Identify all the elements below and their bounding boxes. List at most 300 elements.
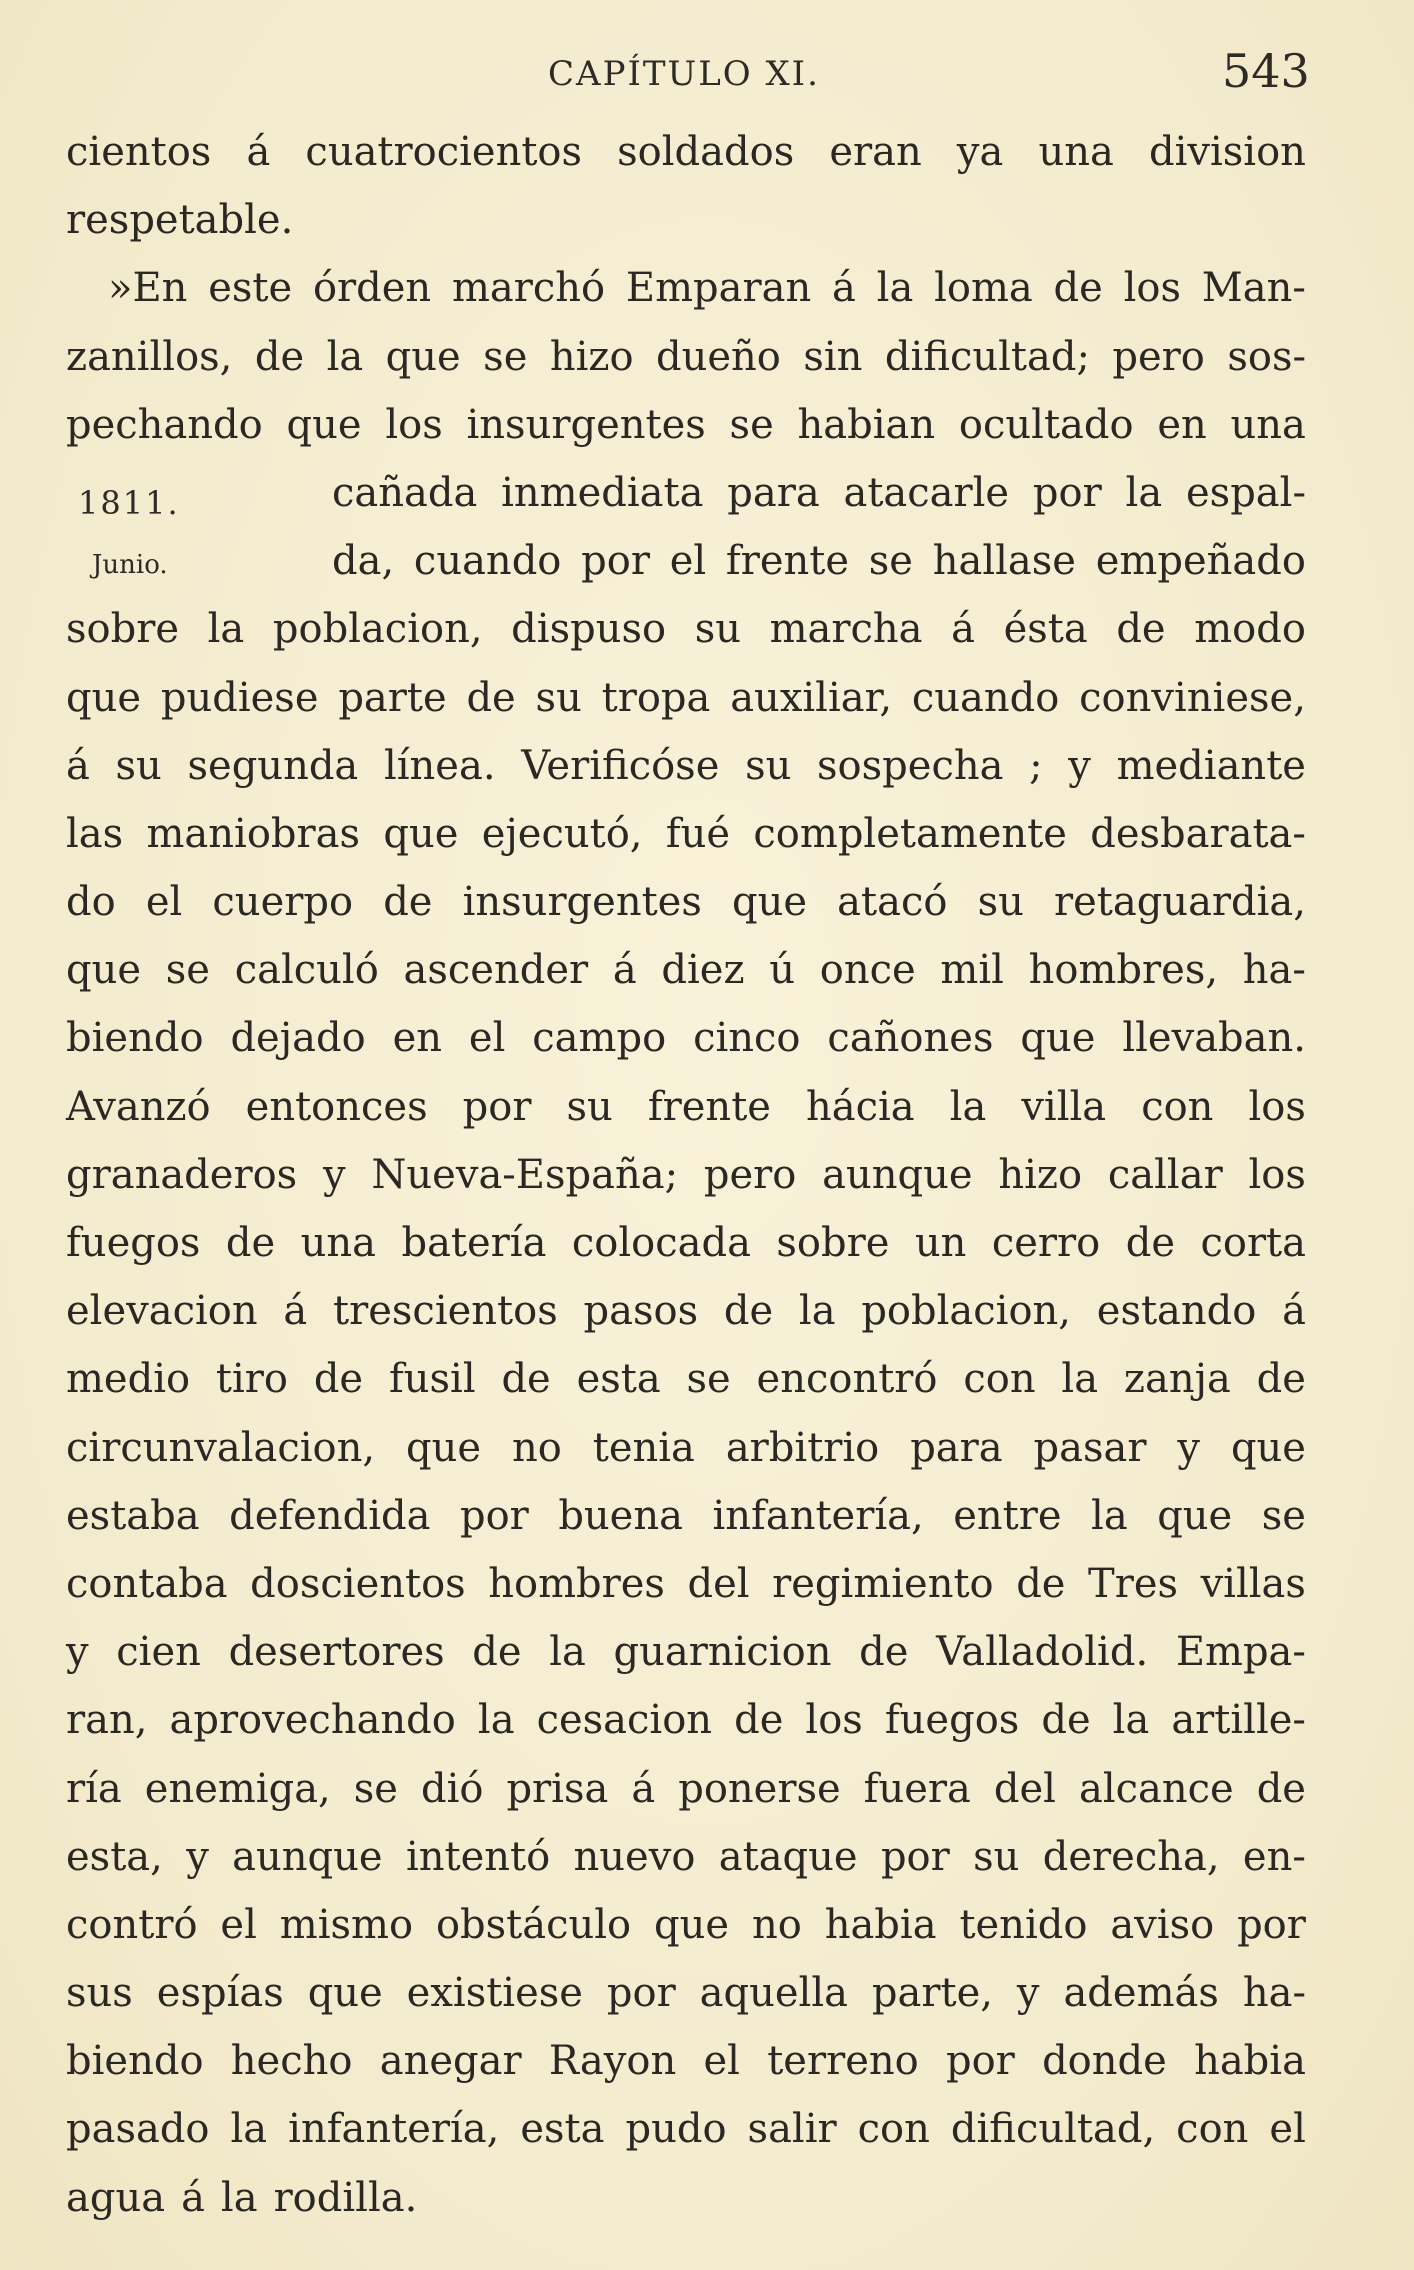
text-line bbox=[66, 323, 1306, 391]
word: el bbox=[145, 879, 183, 926]
text-line bbox=[66, 1073, 1306, 1141]
word: da, bbox=[332, 538, 395, 585]
word: pero bbox=[1112, 333, 1205, 380]
text-line bbox=[66, 868, 1306, 936]
word: retaguardia, bbox=[1053, 879, 1306, 926]
word: el bbox=[468, 1015, 506, 1062]
word: que bbox=[66, 947, 142, 994]
word: la bbox=[1125, 469, 1163, 516]
word: pero bbox=[703, 1151, 797, 1198]
word: de bbox=[1256, 1356, 1306, 1403]
word: Man- bbox=[1201, 265, 1306, 312]
word: do bbox=[66, 879, 116, 926]
text-line bbox=[66, 1891, 1306, 1959]
word: ú bbox=[769, 947, 796, 994]
text-line bbox=[66, 118, 1306, 186]
word: su bbox=[745, 742, 792, 789]
word: medio bbox=[66, 1356, 191, 1403]
word: por bbox=[945, 2038, 1015, 2085]
word: alcance bbox=[1078, 1765, 1234, 1812]
word: Empa- bbox=[1175, 1629, 1306, 1676]
word: buena bbox=[558, 1492, 683, 1539]
word: que bbox=[307, 1970, 383, 2017]
word: infantería, bbox=[288, 2106, 500, 2153]
word: su bbox=[535, 674, 582, 721]
word: por bbox=[880, 1833, 950, 1880]
word: batería bbox=[401, 1220, 547, 1266]
word: aunque bbox=[822, 1151, 973, 1198]
word: que bbox=[732, 879, 808, 926]
word: dió bbox=[420, 1765, 484, 1812]
word: pudiese bbox=[160, 674, 319, 721]
word: se bbox=[686, 1356, 731, 1403]
text-line bbox=[66, 1141, 1306, 1209]
word: para bbox=[910, 1424, 1003, 1471]
word: hácia bbox=[805, 1083, 915, 1130]
word: con bbox=[857, 2106, 930, 2153]
word: tenido bbox=[959, 1901, 1088, 1948]
word: donde bbox=[1042, 2038, 1167, 2085]
word: en- bbox=[1242, 1833, 1306, 1880]
word: que bbox=[1157, 1492, 1233, 1539]
word: ha- bbox=[1242, 947, 1306, 994]
word: desertores bbox=[228, 1629, 445, 1676]
word: su bbox=[694, 606, 741, 653]
word: hombres, bbox=[1028, 947, 1219, 994]
word: fuegos bbox=[66, 1220, 201, 1266]
word: que bbox=[66, 674, 142, 721]
word: trescientos bbox=[333, 1288, 558, 1335]
word: á bbox=[66, 742, 90, 789]
word: no bbox=[511, 1424, 562, 1471]
word: atacarle bbox=[843, 469, 1010, 516]
word: sospecha bbox=[817, 742, 1004, 789]
word: la bbox=[477, 1697, 515, 1744]
word: nuevo bbox=[573, 1833, 696, 1880]
word: la bbox=[798, 1288, 836, 1335]
text-line bbox=[66, 800, 1306, 868]
word: cien bbox=[116, 1629, 201, 1676]
word: de bbox=[501, 1356, 551, 1403]
word: y bbox=[1016, 1970, 1040, 2017]
word: se bbox=[353, 1765, 398, 1812]
word: colocada bbox=[571, 1220, 751, 1266]
word: aquella bbox=[699, 1970, 848, 2017]
word: contaba bbox=[66, 1560, 228, 1607]
text-line bbox=[66, 2164, 1306, 2232]
word: mismo bbox=[279, 1901, 414, 1948]
word: espal- bbox=[1186, 469, 1306, 516]
word: de bbox=[1041, 1697, 1091, 1744]
word: Verificóse bbox=[521, 742, 720, 789]
text-line bbox=[66, 595, 1306, 663]
word: cerro bbox=[991, 1220, 1101, 1266]
word: sus bbox=[66, 1970, 133, 2017]
word: de bbox=[723, 1288, 774, 1335]
word: insurgentes bbox=[462, 879, 702, 926]
word: de bbox=[1125, 1220, 1175, 1266]
word: ejecutó, bbox=[481, 810, 643, 857]
word: calculó bbox=[234, 947, 379, 994]
word: regimiento bbox=[772, 1560, 994, 1607]
word: con bbox=[963, 1356, 1036, 1403]
word: de bbox=[1016, 1560, 1066, 1607]
word: la bbox=[326, 333, 364, 380]
word: y bbox=[323, 1151, 346, 1198]
word: y bbox=[1177, 1424, 1201, 1471]
word: que bbox=[1020, 1015, 1096, 1062]
word: frente bbox=[725, 538, 850, 585]
text-line bbox=[66, 1959, 1306, 2027]
word: poblacion, bbox=[861, 1288, 1071, 1335]
word: obstáculo bbox=[435, 1901, 632, 1948]
word: callar bbox=[1107, 1151, 1223, 1198]
text-line bbox=[66, 1550, 1306, 1618]
word: á bbox=[246, 129, 271, 175]
word: cientos bbox=[66, 129, 212, 175]
word: los bbox=[1248, 1151, 1306, 1198]
word: sobre bbox=[66, 606, 180, 653]
text-line bbox=[66, 2095, 1306, 2163]
word: granaderos bbox=[66, 1151, 298, 1198]
word: inmediata bbox=[501, 469, 704, 516]
word: cañones bbox=[827, 1015, 994, 1062]
word: pasar bbox=[1033, 1424, 1147, 1471]
word: llevaban. bbox=[1122, 1015, 1306, 1062]
word: se bbox=[868, 538, 913, 585]
word: atacó bbox=[837, 879, 948, 926]
word: del bbox=[993, 1765, 1056, 1812]
running-header bbox=[0, 42, 1414, 102]
word: con bbox=[1176, 2106, 1249, 2153]
word: fué bbox=[665, 810, 731, 857]
word: dejado bbox=[230, 1015, 366, 1062]
word: campo bbox=[532, 1015, 667, 1062]
word: que bbox=[286, 401, 362, 448]
word: línea. bbox=[383, 742, 496, 789]
word: sobre bbox=[776, 1220, 890, 1266]
page-number: 543 bbox=[1222, 44, 1310, 98]
word: auxiliar, bbox=[730, 674, 893, 721]
word: prisa bbox=[506, 1765, 609, 1812]
word: de bbox=[466, 674, 516, 721]
word: cuando bbox=[911, 674, 1060, 721]
word: modo bbox=[1194, 606, 1306, 653]
word: su bbox=[566, 1083, 613, 1130]
word: á bbox=[832, 265, 856, 312]
word: empeñado bbox=[1095, 538, 1306, 585]
word: los bbox=[385, 401, 443, 448]
word: no bbox=[751, 1901, 802, 1948]
word: la bbox=[230, 2106, 268, 2153]
word: doscientos bbox=[250, 1560, 466, 1607]
word: y bbox=[66, 1629, 89, 1676]
word: fuera bbox=[863, 1765, 971, 1812]
word: parte bbox=[338, 674, 447, 721]
word: cuando bbox=[413, 538, 562, 585]
word: marchó bbox=[451, 265, 606, 312]
word: intentó bbox=[405, 1833, 551, 1880]
word: la bbox=[549, 1629, 586, 1676]
word: dificultad; bbox=[884, 333, 1090, 380]
word: de bbox=[734, 1697, 784, 1744]
word: se bbox=[165, 947, 210, 994]
text-line bbox=[66, 664, 1306, 732]
word: á bbox=[1282, 1288, 1306, 1335]
word: cuatrocientos bbox=[305, 129, 583, 175]
word: la bbox=[949, 1083, 987, 1130]
word: completamente bbox=[753, 810, 1067, 857]
word: esta, bbox=[66, 1833, 163, 1880]
word: Valladolid. bbox=[936, 1629, 1149, 1676]
word: á bbox=[181, 2174, 205, 2221]
word: á bbox=[631, 1765, 656, 1812]
text-line bbox=[66, 1686, 1306, 1754]
word: zanillos, bbox=[66, 333, 233, 380]
word: biendo bbox=[66, 2038, 204, 2085]
text-line bbox=[66, 1345, 1306, 1413]
word: salir bbox=[747, 2106, 837, 2153]
chapter-title: CAPÍTULO XI. bbox=[548, 54, 820, 94]
word: entonces bbox=[245, 1083, 428, 1130]
text-line bbox=[66, 254, 1306, 322]
word: hizo bbox=[998, 1151, 1083, 1198]
word: una bbox=[1038, 129, 1114, 175]
word: segunda bbox=[187, 742, 359, 789]
word: diez bbox=[661, 947, 745, 994]
word: á bbox=[283, 1288, 308, 1335]
word: en bbox=[1157, 401, 1207, 448]
word: de bbox=[859, 1629, 909, 1676]
word: cesacion bbox=[536, 1697, 713, 1744]
word: estaba bbox=[66, 1492, 200, 1539]
word: infantería, bbox=[712, 1492, 924, 1539]
word: las bbox=[66, 810, 124, 857]
word: que bbox=[383, 810, 459, 857]
word: estando bbox=[1096, 1288, 1257, 1335]
text-line bbox=[66, 1004, 1306, 1072]
word: en bbox=[392, 1015, 442, 1062]
word: además bbox=[1063, 1970, 1219, 2017]
word: defendida bbox=[229, 1492, 431, 1539]
word: elevacion bbox=[66, 1288, 258, 1335]
word: Nueva-España; bbox=[371, 1151, 679, 1198]
word: los bbox=[1248, 1083, 1306, 1130]
word: anegar bbox=[379, 2038, 522, 2085]
word: la bbox=[1091, 1492, 1128, 1539]
word: mediante bbox=[1116, 742, 1306, 789]
word: pasos bbox=[583, 1288, 699, 1335]
word: soldados bbox=[617, 129, 795, 175]
margin-note-month: Junio. bbox=[92, 550, 168, 580]
word: once bbox=[819, 947, 916, 994]
word: pudo bbox=[625, 2106, 727, 2153]
word: habia bbox=[824, 1901, 937, 1948]
text-line bbox=[66, 459, 1306, 527]
word: sos- bbox=[1227, 333, 1306, 380]
word: hombres bbox=[488, 1560, 665, 1607]
word: artille- bbox=[1171, 1697, 1306, 1744]
text-line bbox=[66, 1277, 1306, 1345]
word: encontró bbox=[756, 1356, 938, 1403]
word: Rayon bbox=[548, 2038, 677, 2085]
word: ocultado bbox=[958, 401, 1134, 448]
word: que bbox=[385, 333, 461, 380]
word: hizo bbox=[549, 333, 634, 380]
word: fuegos bbox=[884, 1697, 1020, 1744]
word: se bbox=[483, 333, 528, 380]
word: existiese bbox=[406, 1970, 583, 2017]
word: la bbox=[1112, 1697, 1150, 1744]
word: espías bbox=[156, 1970, 284, 2017]
word: parte, bbox=[871, 1970, 993, 2017]
word: por bbox=[459, 1492, 529, 1539]
word: contró bbox=[66, 1901, 198, 1948]
word: derecha, bbox=[1042, 1833, 1220, 1880]
word: ponerse bbox=[678, 1765, 841, 1812]
word: de bbox=[472, 1629, 522, 1676]
word: por bbox=[581, 538, 650, 585]
body-text bbox=[66, 118, 1306, 2232]
word: dispuso bbox=[511, 606, 667, 653]
word: Emparan bbox=[625, 265, 812, 312]
word: rodilla. bbox=[273, 2174, 418, 2221]
text-line bbox=[66, 186, 1306, 254]
word: una bbox=[1230, 401, 1306, 448]
word: hallase bbox=[932, 538, 1076, 585]
word: esta bbox=[576, 1356, 661, 1403]
word: pasado bbox=[66, 2106, 210, 2153]
text-line bbox=[66, 1755, 1306, 1823]
text-line bbox=[66, 1618, 1306, 1686]
word: »En bbox=[108, 265, 188, 312]
word: su bbox=[115, 742, 162, 789]
word: circunvalacion, bbox=[66, 1424, 376, 1471]
word: zanja bbox=[1123, 1356, 1231, 1403]
word: de bbox=[1116, 606, 1166, 653]
word: aprovechando bbox=[169, 1697, 456, 1744]
text-line bbox=[66, 936, 1306, 1004]
word: maniobras bbox=[146, 810, 361, 857]
word: el bbox=[220, 1901, 257, 1948]
word: se bbox=[1261, 1492, 1306, 1539]
word: hecho bbox=[230, 2038, 353, 2085]
word: por bbox=[462, 1083, 532, 1130]
word: fusil bbox=[388, 1356, 476, 1403]
text-line bbox=[66, 527, 1306, 595]
word: respetable. bbox=[66, 197, 294, 244]
word: á bbox=[951, 606, 975, 653]
word: órden bbox=[312, 265, 432, 312]
word: una bbox=[300, 1220, 377, 1266]
word: pechando bbox=[66, 401, 263, 448]
word: ran, bbox=[66, 1697, 148, 1744]
text-line bbox=[66, 1482, 1306, 1550]
word: la bbox=[876, 265, 914, 312]
word: por bbox=[1237, 1901, 1306, 1948]
word: ; bbox=[1029, 742, 1043, 789]
word: que bbox=[406, 1424, 482, 1471]
word: dueño bbox=[656, 333, 781, 380]
word: habia bbox=[1194, 2038, 1306, 2085]
text-line bbox=[66, 1414, 1306, 1482]
word: el bbox=[1269, 2106, 1306, 2153]
word: de bbox=[1053, 265, 1103, 312]
word: tropa bbox=[601, 674, 711, 721]
word: agua bbox=[66, 2174, 166, 2221]
word: Avanzó bbox=[66, 1083, 211, 1130]
word: sin bbox=[803, 333, 863, 380]
word: insurgentes bbox=[466, 401, 706, 448]
word: division bbox=[1148, 129, 1306, 175]
word: de bbox=[254, 333, 305, 380]
word: esta bbox=[520, 2106, 605, 2153]
word: corta bbox=[1200, 1220, 1306, 1266]
word: villas bbox=[1200, 1560, 1306, 1607]
word: poblacion, bbox=[272, 606, 483, 653]
word: habian bbox=[797, 401, 936, 448]
word: la bbox=[1061, 1356, 1099, 1403]
word: tiro bbox=[215, 1356, 288, 1403]
word: de bbox=[1256, 1765, 1306, 1812]
word: este bbox=[208, 265, 293, 312]
word: desbarata- bbox=[1090, 810, 1306, 857]
word: arbitrio bbox=[725, 1424, 880, 1471]
word: cuerpo bbox=[212, 879, 354, 926]
word: cañada bbox=[332, 469, 478, 516]
word: los bbox=[805, 1697, 863, 1744]
word: por bbox=[606, 1970, 676, 2017]
word: la bbox=[207, 606, 245, 653]
word: Tres bbox=[1088, 1560, 1179, 1607]
word: eran bbox=[829, 129, 922, 175]
word: el bbox=[669, 538, 707, 585]
word: para bbox=[727, 469, 820, 516]
word: y bbox=[186, 1833, 209, 1880]
word: tenia bbox=[592, 1424, 695, 1471]
word: por bbox=[1032, 469, 1102, 516]
word: dificultad, bbox=[950, 2106, 1156, 2153]
word: mil bbox=[940, 947, 1004, 994]
word: conviniese, bbox=[1079, 674, 1306, 721]
margin-note-year: 1811. bbox=[78, 484, 180, 522]
word: la bbox=[220, 2174, 258, 2221]
word: con bbox=[1141, 1083, 1214, 1130]
word: su bbox=[973, 1833, 1020, 1880]
word: cinco bbox=[693, 1015, 801, 1062]
word: ya bbox=[956, 129, 1004, 175]
word: guarnicion bbox=[613, 1629, 832, 1676]
word: biendo bbox=[66, 1015, 204, 1062]
word: marcha bbox=[769, 606, 923, 653]
word: enemiga, bbox=[144, 1765, 331, 1812]
word: los bbox=[1123, 265, 1181, 312]
word: ascender bbox=[403, 947, 589, 994]
word: de bbox=[383, 879, 433, 926]
word: á bbox=[612, 947, 637, 994]
word: aviso bbox=[1110, 1901, 1215, 1948]
word: del bbox=[687, 1560, 750, 1607]
text-line bbox=[66, 2027, 1306, 2095]
word: ésta bbox=[1003, 606, 1088, 653]
word: de bbox=[225, 1220, 276, 1266]
text-line bbox=[66, 1209, 1306, 1277]
word: el bbox=[703, 2038, 740, 2085]
word: villa bbox=[1021, 1083, 1107, 1130]
text-line bbox=[66, 732, 1306, 800]
word: que bbox=[654, 1901, 730, 1948]
word: que bbox=[1230, 1424, 1306, 1471]
